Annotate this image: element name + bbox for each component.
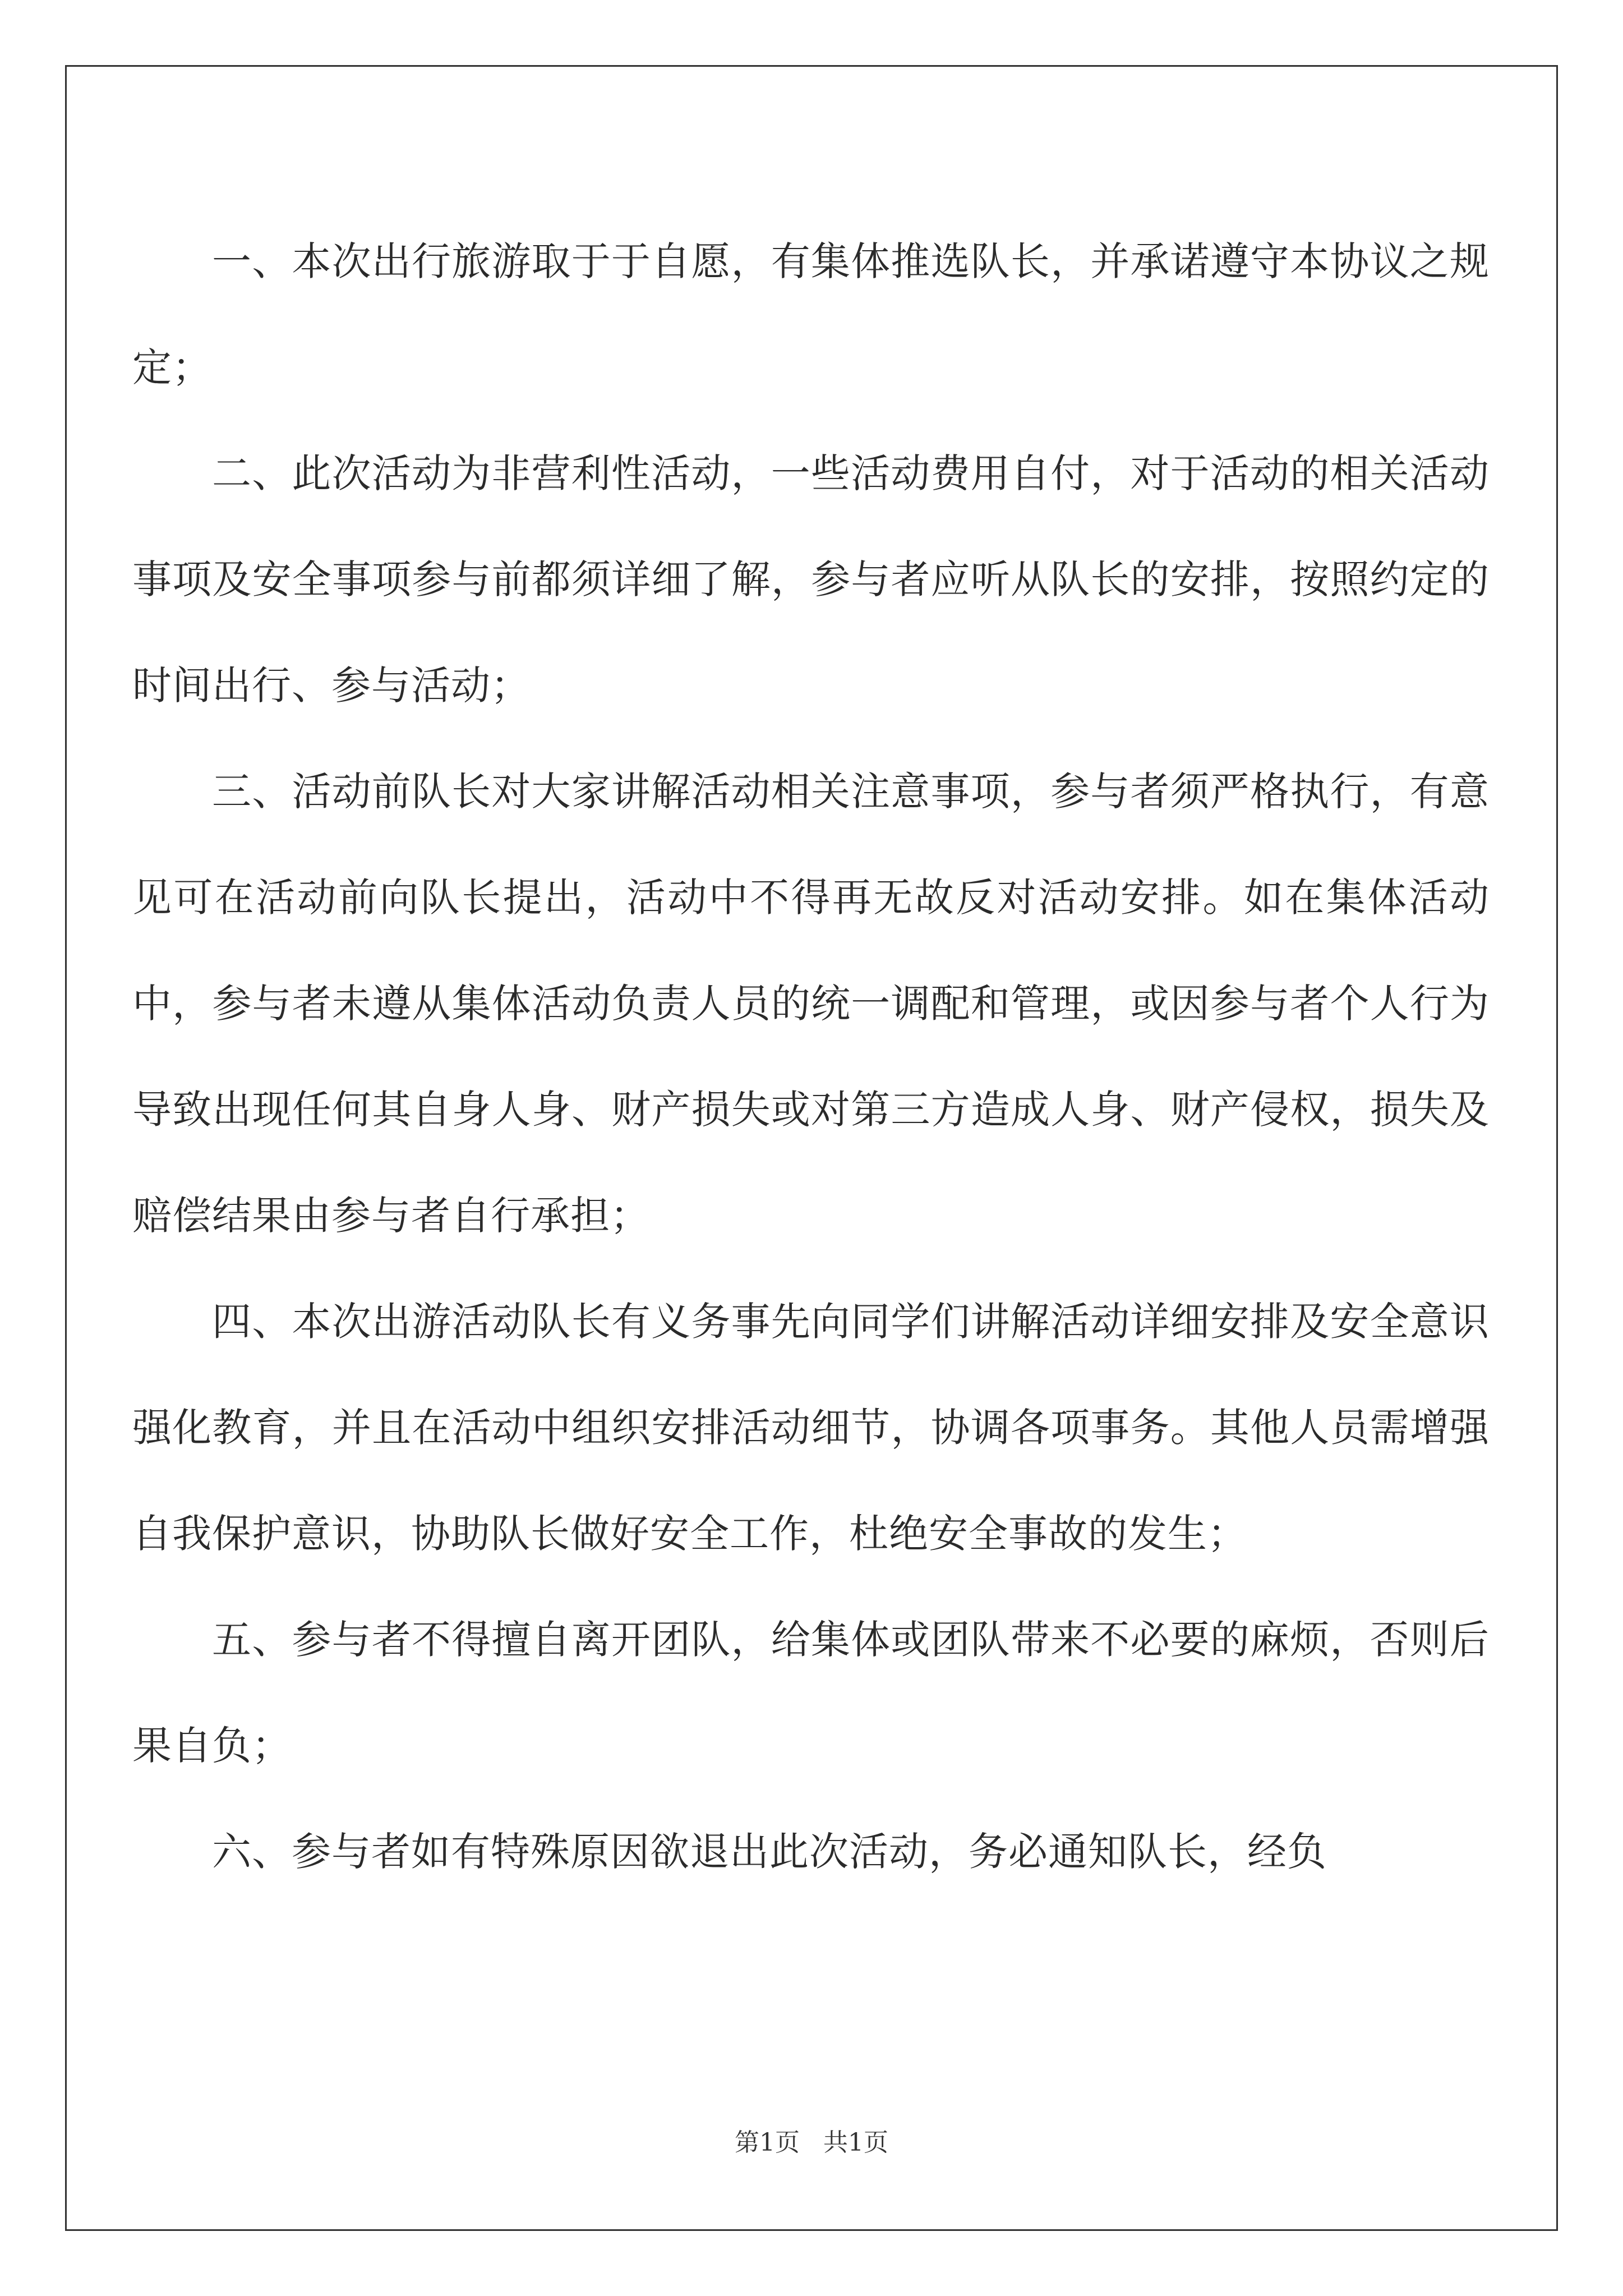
paragraph-1: 一、本次出行旅游取于于自愿，有集体推选队长，并承诺遵守本协议之规定； (132, 238, 1490, 390)
paragraph-2: 二、此次活动为非营利性活动，一些活动费用自付，对于活动的相关活动事项及安全事项参与前都须详细了解，参与者应听从队长的安排，按照约定的时间出行、参与活动； (132, 450, 1490, 708)
paragraph-5: 五、参与者不得擅自离开团队，给集体或团队带来不必要的麻烦，否则后果自负； (132, 1617, 1490, 1769)
paragraph-6: 六、参与者如有特殊原因欲退出此次活动，务必通知队长，经负 (212, 1829, 1327, 1875)
document-body (132, 209, 1490, 1905)
paragraph-4: 四、本次出游活动队长有义务事先向同学们讲解活动详细安排及安全意识强化教育，并且在活动中组织安排活动细节，协调各项事务。其他人员需增强自我保护意识，协助队长做好安全工作，杜绝安全事故的发生； (132, 1299, 1490, 1557)
paragraph-3: 三、活动前队长对大家讲解活动相关注意事项，参与者须严格执行，有意见可在活动前向队长提出，活动中不得再无故反对活动安排。如在集体活动中，参与者未遵从集体活动负责人员的统一调配和管理，或因参与者个人行为导致出现任何其自身人身、财产损失或对第三方造成人身、财产侵权，损失及赔偿结果由参与者自行承担； (132, 769, 1490, 1239)
page-number-footer: 第1页 共1页 (735, 2128, 888, 2157)
